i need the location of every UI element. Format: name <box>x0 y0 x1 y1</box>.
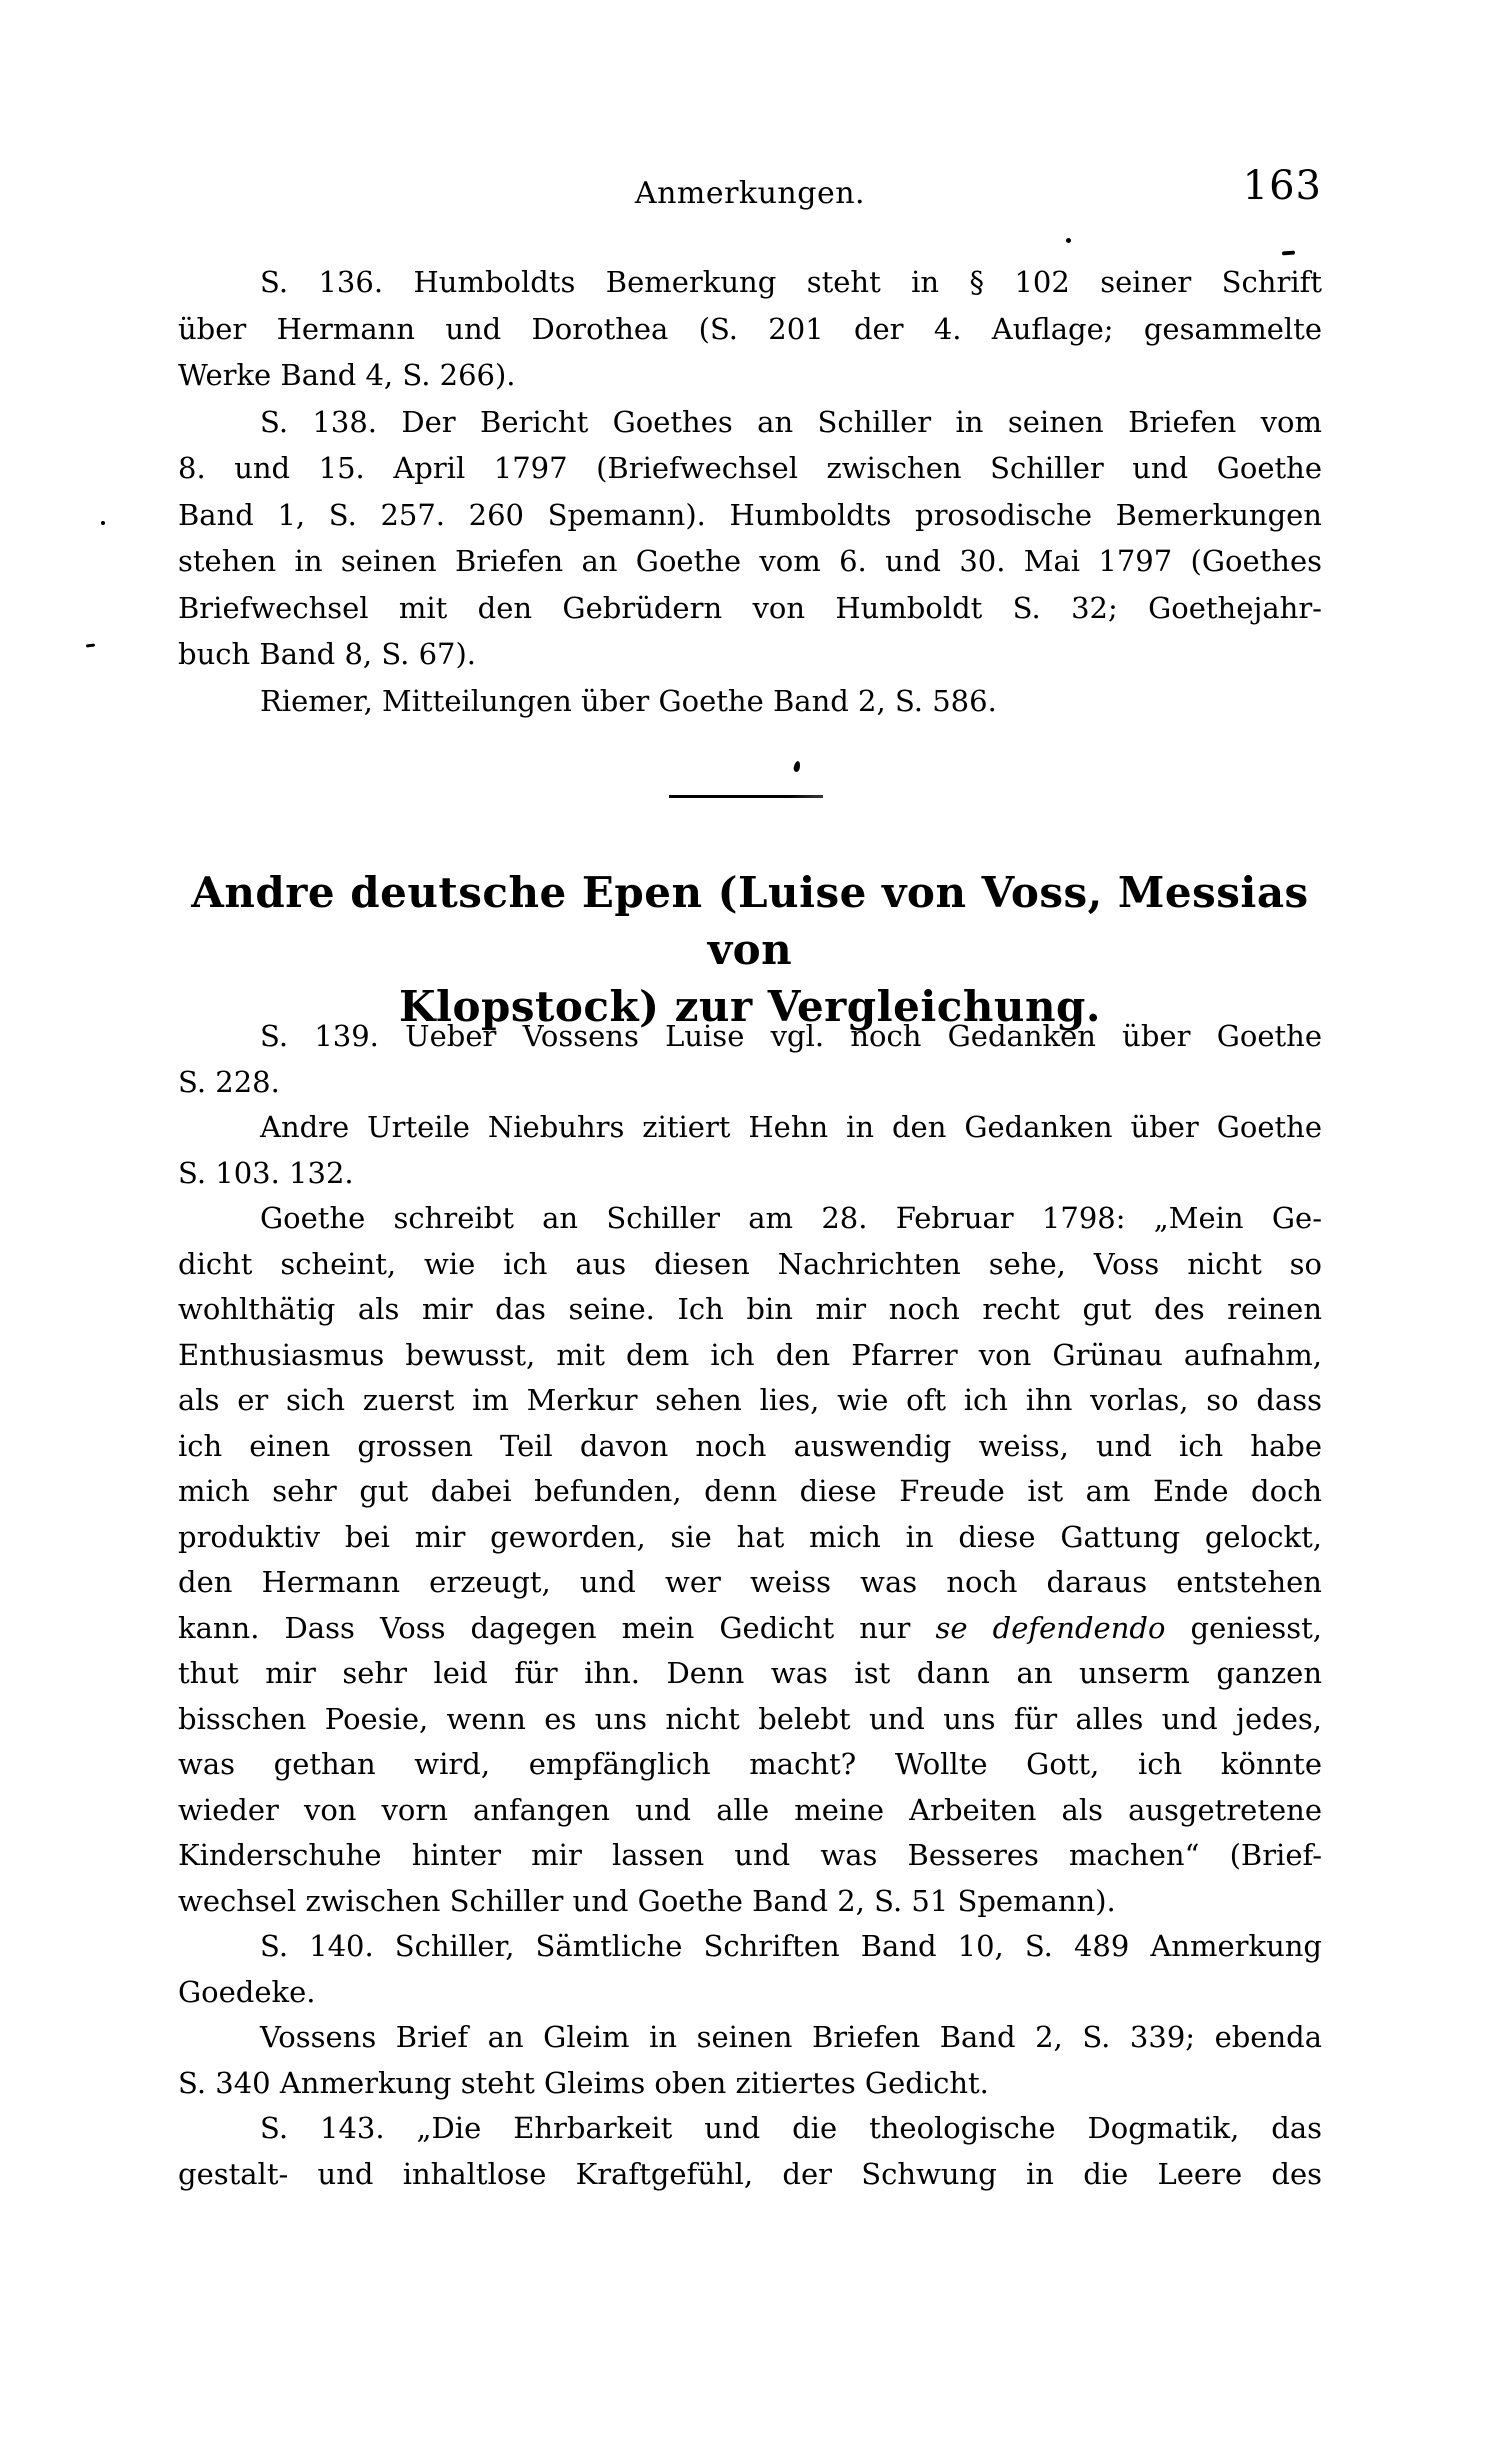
text-line: wohlthätig als mir das seine. Ich bin mir noch recht gut des reinen <box>178 1292 1322 1326</box>
page-number: 163 <box>1242 163 1322 209</box>
text-line: Kinderschuhe hinter mir lassen und was Besseres machen“ (Brief- <box>178 1838 1322 1872</box>
text-line: bisschen Poesie, wenn es uns nicht belebt und uns für alles und jedes, <box>178 1701 1322 1736</box>
text-line: S. 139. Ueber Vossens Luise vgl. noch Gedanken über Goethe <box>260 1019 1322 1053</box>
text-line: 8. und 15. April 1797 (Briefwechsel zwischen Schiller und Goethe <box>178 451 1322 485</box>
text-line: Vossens Brief an Gleim in seinen Briefen Band 2, S. 339; ebenda <box>260 2020 1322 2054</box>
section-divider-rule <box>669 795 823 798</box>
text-line: mich sehr gut dabei befunden, denn diese Freude ist am Ende doch <box>178 1474 1322 1508</box>
text-line: wieder von vorn anfangen und alle meine Arbeiten als ausgetretene <box>178 1792 1322 1827</box>
section-heading-line-2: Klopstock) zur Vergleichung. <box>399 982 1101 1031</box>
text-line: Enthusiasmus bewusst, mit dem ich den Pfarrer von Grünau aufnahm, <box>178 1337 1322 1372</box>
text-line: stehen in seinen Briefen an Goethe vom 6. und 30. Mai 1797 (Goethes <box>178 544 1322 578</box>
text-line: als er sich zuerst im Merkur sehen lies, wie oft ich ihn vorlas, so dass <box>178 1383 1322 1417</box>
text-line: S. 138. Der Bericht Goethes an Schiller in seinen Briefen vom <box>260 404 1322 439</box>
text-line: dicht scheint, wie ich aus diesen Nachrichten sehe, Voss nicht so <box>178 1246 1322 1281</box>
ink-tick-mark <box>793 760 801 772</box>
text-line: buch Band 8, S. 67). <box>178 637 477 671</box>
text-line: Riemer, Mitteilungen über Goethe Band 2, S. 586. <box>260 683 997 718</box>
text-line: Goedeke. <box>178 1974 316 2009</box>
notes-paragraphs-bottom <box>178 1014 1322 2197</box>
text-line: den Hermann erzeugt, und wer weiss was noch daraus entstehen <box>178 1565 1322 1599</box>
text-line: kann. Dass Voss dagegen mein Gedicht nur se defendendo geniesst, <box>178 1610 1322 1645</box>
text-line: thut mir sehr leid für ihn. Denn was ist dann an unserm ganzen <box>178 1656 1322 1690</box>
text-line: wechsel zwischen Schiller und Goethe Band 2, S. 51 Spemann). <box>178 1883 1116 1918</box>
ink-speck <box>101 521 105 525</box>
text-line: Werke Band 4, S. 266). <box>178 358 516 392</box>
ink-speck <box>86 643 95 647</box>
text-line: was gethan wird, empfänglich macht? Wollte Gott, ich könnte <box>178 1747 1322 1781</box>
text-line: Goethe schreibt an Schiller am 28. Februar 1798: „Mein Ge- <box>260 1201 1322 1235</box>
text-line: Briefwechsel mit den Gebrüdern von Humboldt S. 32; Goethejahr- <box>178 590 1322 625</box>
notes-paragraphs-top <box>178 259 1322 724</box>
section-heading-line-1: Andre deutsche Epen (Luise von Voss, Messias von <box>191 868 1309 974</box>
text-line: S. 136. Humboldts Bemerkung steht in § 102 seiner Schrift <box>260 265 1322 299</box>
ink-speck <box>1282 251 1295 256</box>
text-line: ich einen grossen Teil davon noch auswendig weiss, und ich habe <box>178 1428 1322 1463</box>
text-line: gestalt- und inhaltlose Kraftgefühl, der Schwung in die Leere des <box>178 2156 1322 2191</box>
text-line: produktiv bei mir geworden, sie hat mich in diese Gattung gelockt, <box>178 1519 1322 1554</box>
text-line: S. 103. 132. <box>178 1155 354 1190</box>
text-line: S. 140. Schiller, Sämtliche Schriften Band 10, S. 489 Anmerkung <box>260 1929 1322 1963</box>
section-heading <box>178 864 1322 1035</box>
text-line: über Hermann und Dorothea (S. 201 der 4. Auflage; gesammelte <box>178 311 1322 346</box>
text-line: S. 143. „Die Ehrbarkeit und die theologische Dogmatik, das <box>260 2111 1322 2145</box>
running-head-title: Anmerkungen. <box>634 176 866 211</box>
text-line: S. 340 Anmerkung steht Gleims oben zitiertes Gedicht. <box>178 2065 989 2100</box>
text-line: Band 1, S. 257. 260 Spemann). Humboldts prosodische Bemerkungen <box>178 497 1322 532</box>
text-line: S. 228. <box>178 1064 280 1099</box>
text-line: Andre Urteile Niebuhrs zitiert Hehn in den Gedanken über Goethe <box>260 1110 1322 1144</box>
ink-speck <box>1066 238 1071 243</box>
